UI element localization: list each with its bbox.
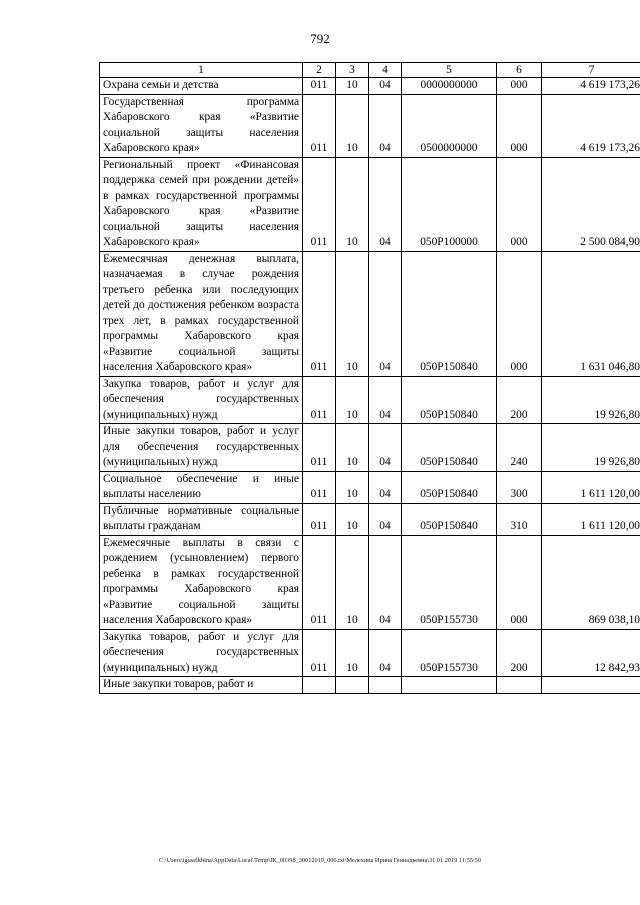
row-name: Иные закупки товаров, работ и xyxy=(100,677,303,694)
row-code-target: 050P150840 xyxy=(402,424,497,472)
row-amount: 1 611 120,00 xyxy=(542,471,640,503)
row-code-ministry: 011 xyxy=(303,78,336,95)
row-amount: 1 611 120,00 xyxy=(542,503,640,535)
page-number: 792 xyxy=(310,31,330,46)
row-code-ministry: 011 xyxy=(303,535,336,629)
row-amount: 1 631 046,80 xyxy=(542,251,640,376)
row-name: Публичные нормативные социальные выплаты гражданам xyxy=(100,503,303,535)
row-code-expense-type xyxy=(497,677,542,694)
row-code-target: 050P100000 xyxy=(402,157,497,251)
row-code-subsection: 04 xyxy=(369,535,402,629)
row-code-subsection: 04 xyxy=(369,629,402,677)
row-code-section: 10 xyxy=(336,157,369,251)
budget-table xyxy=(99,62,640,694)
row-amount: 2 500 084,90 xyxy=(542,157,640,251)
row-code-target: 050P155730 xyxy=(402,629,497,677)
row-code-ministry: 011 xyxy=(303,503,336,535)
row-code-section xyxy=(336,677,369,694)
column-header: 1 xyxy=(100,63,303,78)
row-code-target: 050P150840 xyxy=(402,471,497,503)
column-header: 7 xyxy=(542,63,640,78)
row-code-section: 10 xyxy=(336,503,369,535)
row-code-subsection xyxy=(369,677,402,694)
table-row xyxy=(100,629,640,677)
row-code-expense-type: 200 xyxy=(497,629,542,677)
table-row xyxy=(100,376,640,424)
row-code-ministry: 011 xyxy=(303,424,336,472)
row-code-expense-type: 000 xyxy=(497,157,542,251)
row-code-expense-type: 310 xyxy=(497,503,542,535)
column-header: 3 xyxy=(336,63,369,78)
row-code-subsection: 04 xyxy=(369,157,402,251)
row-code-ministry: 011 xyxy=(303,376,336,424)
row-code-target xyxy=(402,677,497,694)
row-code-target: 0500000000 xyxy=(402,94,497,157)
row-code-ministry: 011 xyxy=(303,629,336,677)
row-code-subsection: 04 xyxy=(369,503,402,535)
row-name: Социальное обеспечение и иные выплаты населению xyxy=(100,471,303,503)
row-amount: 4 619 173,26 xyxy=(542,94,640,157)
row-code-ministry: 011 xyxy=(303,94,336,157)
row-code-expense-type: 200 xyxy=(497,376,542,424)
row-name: Государственная программа Хабаровского края «Развитие социальной защиты населения Хабаровского края» xyxy=(100,94,303,157)
row-name: Ежемесячная денежная выплата, назначаемая в случае рождения третьего ребенка или последующих детей до достижения ребенком возраста трех лет, в рамках государственной программы Хабаровского края «Развитие социальной защиты населения Хабаровского края» xyxy=(100,251,303,376)
row-code-expense-type: 000 xyxy=(497,94,542,157)
row-code-ministry xyxy=(303,677,336,694)
row-code-section: 10 xyxy=(336,94,369,157)
row-code-subsection: 04 xyxy=(369,94,402,157)
row-amount: 869 038,10 xyxy=(542,535,640,629)
table-row xyxy=(100,424,640,472)
table-row xyxy=(100,251,640,376)
row-code-subsection: 04 xyxy=(369,251,402,376)
column-header: 4 xyxy=(369,63,402,78)
row-code-section: 10 xyxy=(336,78,369,95)
row-code-expense-type: 000 xyxy=(497,535,542,629)
row-name: Иные закупки товаров, работ и услуг для обеспечения государственных (муниципальных) нужд xyxy=(100,424,303,472)
row-code-expense-type: 000 xyxy=(497,251,542,376)
row-code-section: 10 xyxy=(336,424,369,472)
column-header: 6 xyxy=(497,63,542,78)
row-amount: 12 842,93 xyxy=(542,629,640,677)
table-header-row xyxy=(100,63,640,78)
row-code-ministry: 011 xyxy=(303,251,336,376)
row-code-section: 10 xyxy=(336,535,369,629)
row-code-target: 050P150840 xyxy=(402,251,497,376)
column-header: 5 xyxy=(402,63,497,78)
footer-file-path: C:\Users\iguselkhina\AppData\Local\Temp\IK_00398_30012019_006.txt\Мелехина Ирина Геннадьевна\31.01.2019 11:55:50 xyxy=(158,857,482,864)
row-code-expense-type: 240 xyxy=(497,424,542,472)
row-name: Закупка товаров, работ и услуг для обеспечения государственных (муниципальных) нужд xyxy=(100,629,303,677)
row-code-target: 050P150840 xyxy=(402,376,497,424)
row-code-subsection: 04 xyxy=(369,376,402,424)
row-code-subsection: 04 xyxy=(369,424,402,472)
row-code-section: 10 xyxy=(336,471,369,503)
row-code-section: 10 xyxy=(336,376,369,424)
row-code-section: 10 xyxy=(336,629,369,677)
row-code-ministry: 011 xyxy=(303,157,336,251)
row-code-target: 050P155730 xyxy=(402,535,497,629)
row-code-subsection: 04 xyxy=(369,471,402,503)
row-amount: 19 926,80 xyxy=(542,376,640,424)
column-header: 2 xyxy=(303,63,336,78)
row-code-target: 0000000000 xyxy=(402,78,497,95)
row-code-expense-type: 300 xyxy=(497,471,542,503)
table-row xyxy=(100,157,640,251)
row-code-section: 10 xyxy=(336,251,369,376)
row-code-ministry: 011 xyxy=(303,471,336,503)
row-name: Региональный проект «Финансовая поддержка семей при рождении детей» в рамках государственной программы Хабаровского края «Развитие социальной защиты населения Хабаровского края» xyxy=(100,157,303,251)
row-amount xyxy=(542,677,640,694)
table-row xyxy=(100,78,640,95)
row-amount: 19 926,80 xyxy=(542,424,640,472)
row-code-subsection: 04 xyxy=(369,78,402,95)
row-code-expense-type: 000 xyxy=(497,78,542,95)
table-row xyxy=(100,94,640,157)
table-row xyxy=(100,503,640,535)
row-name: Закупка товаров, работ и услуг для обеспечения государственных (муниципальных) нужд xyxy=(100,376,303,424)
table-row xyxy=(100,535,640,629)
row-name: Ежемесячные выплаты в связи с рождением (усыновлением) первого ребенка в рамках государственной программы Хабаровского края «Развитие социальной защиты населения Хабаровского края» xyxy=(100,535,303,629)
table-row xyxy=(100,471,640,503)
row-code-target: 050P150840 xyxy=(402,503,497,535)
table-row xyxy=(100,677,640,694)
row-amount: 4 619 173,26 xyxy=(542,78,640,95)
row-name: Охрана семьи и детства xyxy=(100,78,303,95)
